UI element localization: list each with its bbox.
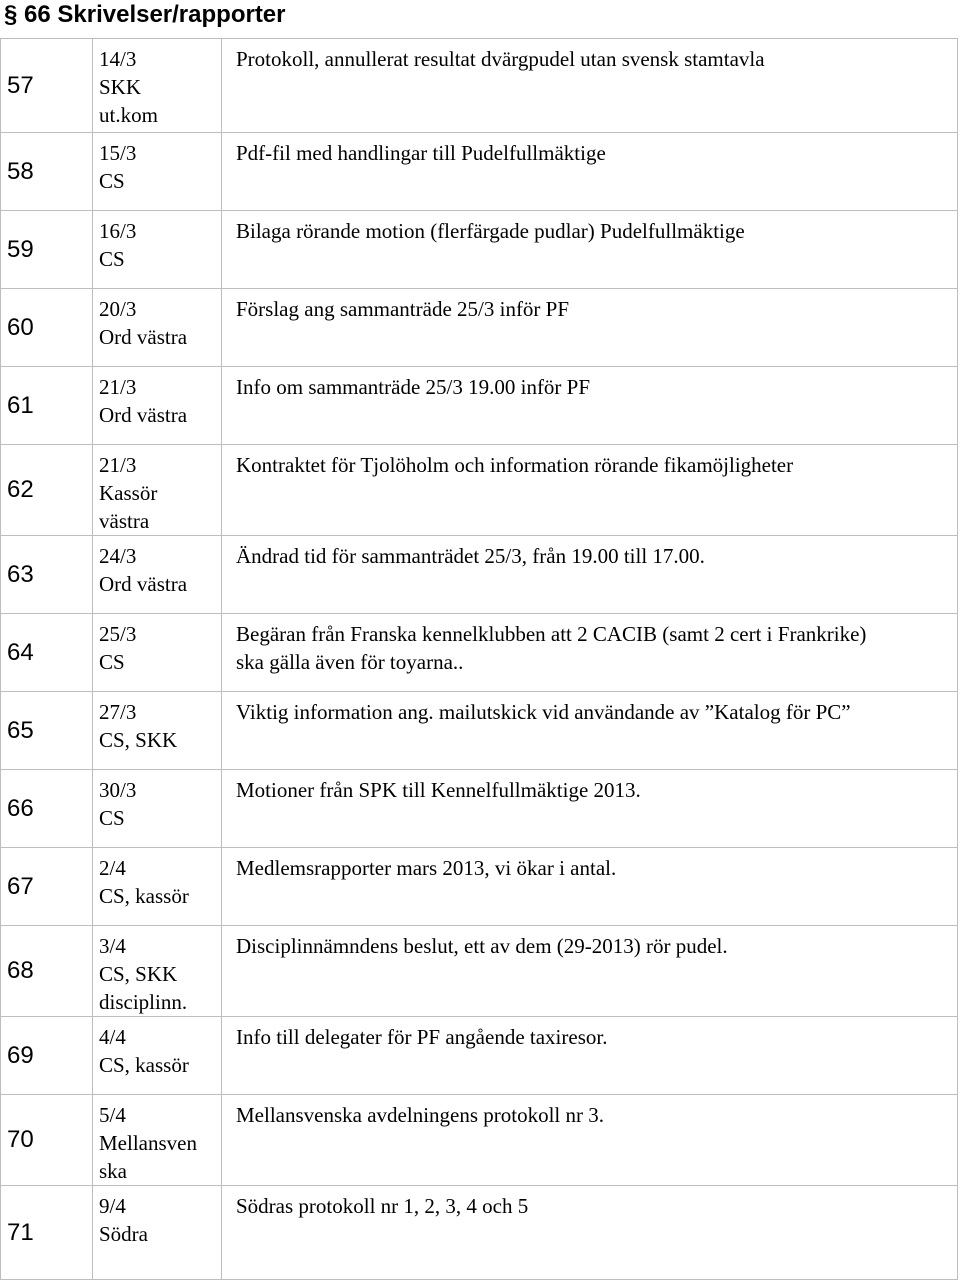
date-sender-line: CS, kassör xyxy=(99,884,189,908)
table-row xyxy=(1,211,958,289)
table-row xyxy=(1,1186,958,1280)
table-row xyxy=(1,614,958,692)
date-sender-line: 5/4 xyxy=(99,1103,126,1127)
table-row xyxy=(1,445,958,536)
entry-date-sender xyxy=(93,1186,222,1280)
date-sender-line: CS xyxy=(99,806,125,830)
date-sender-line: 30/3 xyxy=(99,778,137,802)
table-row xyxy=(1,367,958,445)
date-sender-line: SKK xyxy=(99,75,142,99)
date-sender-line: 9/4 xyxy=(99,1194,126,1218)
date-sender-line: Ord västra xyxy=(99,572,188,596)
description-line: Info om sammanträde 25/3 19.00 inför PF xyxy=(236,375,591,399)
date-sender-line: Mellansven xyxy=(99,1131,197,1155)
table-row xyxy=(1,692,958,770)
entry-description xyxy=(222,133,958,211)
entry-description xyxy=(222,445,958,536)
date-sender-line: Ord västra xyxy=(99,325,188,349)
entry-number: 66 xyxy=(1,770,93,848)
entry-date-sender xyxy=(93,289,222,367)
date-sender-line: ska xyxy=(99,1159,127,1183)
description-line: Disciplinnämndens beslut, ett av dem (29-2013) rör pudel. xyxy=(236,934,728,958)
entry-date-sender xyxy=(93,211,222,289)
entry-description xyxy=(222,536,958,614)
description-line: Södras protokoll nr 1, 2, 3, 4 och 5 xyxy=(236,1194,529,1218)
entry-description xyxy=(222,1186,958,1280)
date-sender-line: 21/3 xyxy=(99,453,137,477)
entry-number: 62 xyxy=(1,445,93,536)
section-heading: § 66 Skrivelser/rapporter xyxy=(4,1,286,28)
entry-description xyxy=(222,614,958,692)
description-line: Motioner från SPK till Kennelfullmäktige 2013. xyxy=(236,778,641,802)
entry-date-sender xyxy=(93,367,222,445)
date-sender-line: 24/3 xyxy=(99,544,137,568)
entry-number: 71 xyxy=(1,1186,93,1280)
entry-description xyxy=(222,1017,958,1095)
entry-date-sender xyxy=(93,39,222,133)
entry-date-sender xyxy=(93,1017,222,1095)
entry-description xyxy=(222,1095,958,1186)
entry-number: 59 xyxy=(1,211,93,289)
correspondence-table xyxy=(0,38,958,1280)
date-sender-line: disciplinn. xyxy=(99,990,188,1014)
date-sender-line: västra xyxy=(99,509,150,533)
description-line: Förslag ang sammanträde 25/3 inför PF xyxy=(236,297,570,321)
entry-number: 69 xyxy=(1,1017,93,1095)
table-row xyxy=(1,848,958,926)
entry-date-sender xyxy=(93,133,222,211)
entry-number: 57 xyxy=(1,39,93,133)
table-row xyxy=(1,133,958,211)
entry-number: 70 xyxy=(1,1095,93,1186)
date-sender-line: 20/3 xyxy=(99,297,137,321)
entry-description xyxy=(222,848,958,926)
table-row xyxy=(1,1095,958,1186)
entry-number: 67 xyxy=(1,848,93,926)
date-sender-line: 27/3 xyxy=(99,700,137,724)
date-sender-line: 14/3 xyxy=(99,47,137,71)
description-line: Info till delegater för PF angående taxiresor. xyxy=(236,1025,608,1049)
date-sender-line: 4/4 xyxy=(99,1025,126,1049)
date-sender-line: 15/3 xyxy=(99,141,137,165)
date-sender-line: CS xyxy=(99,247,125,271)
date-sender-line: 21/3 xyxy=(99,375,137,399)
table-row xyxy=(1,39,958,133)
date-sender-line: 2/4 xyxy=(99,856,126,880)
description-line: Bilaga rörande motion (flerfärgade pudlar) Pudelfullmäktige xyxy=(236,219,745,243)
entry-number: 61 xyxy=(1,367,93,445)
entry-date-sender xyxy=(93,536,222,614)
date-sender-line: 25/3 xyxy=(99,622,137,646)
entry-date-sender xyxy=(93,770,222,848)
entry-number: 63 xyxy=(1,536,93,614)
entry-date-sender xyxy=(93,848,222,926)
date-sender-line: 3/4 xyxy=(99,934,126,958)
date-sender-line: 16/3 xyxy=(99,219,137,243)
date-sender-line: CS, SKK xyxy=(99,728,178,752)
entry-description xyxy=(222,926,958,1017)
description-line: ska gälla även för toyarna.. xyxy=(236,650,464,674)
date-sender-line: Kassör xyxy=(99,481,158,505)
description-line: Ändrad tid för sammanträdet 25/3, från 19.00 till 17.00. xyxy=(236,544,705,568)
date-sender-line: CS xyxy=(99,650,125,674)
table-row xyxy=(1,289,958,367)
entry-date-sender xyxy=(93,692,222,770)
date-sender-line: CS, kassör xyxy=(99,1053,189,1077)
table-row xyxy=(1,770,958,848)
date-sender-line: Södra xyxy=(99,1222,148,1246)
description-line: Viktig information ang. mailutskick vid användande av ”Katalog för PC” xyxy=(236,700,851,724)
date-sender-line: CS xyxy=(99,169,125,193)
description-line: Begäran från Franska kennelklubben att 2 CACIB (samt 2 cert i Frankrike) xyxy=(236,622,867,646)
description-line: Medlemsrapporter mars 2013, vi ökar i antal. xyxy=(236,856,617,880)
entry-number: 68 xyxy=(1,926,93,1017)
description-line: Pdf-fil med handlingar till Pudelfullmäktige xyxy=(236,141,606,165)
entry-date-sender xyxy=(93,1095,222,1186)
description-line: Protokoll, annullerat resultat dvärgpudel utan svensk stamtavla xyxy=(236,47,765,71)
entry-description xyxy=(222,692,958,770)
table-row xyxy=(1,1017,958,1095)
entry-date-sender xyxy=(93,926,222,1017)
entry-date-sender xyxy=(93,445,222,536)
description-line: Kontraktet för Tjolöholm och information rörande fikamöjligheter xyxy=(236,453,794,477)
date-sender-line: CS, SKK xyxy=(99,962,178,986)
description-line: Mellansvenska avdelningens protokoll nr 3. xyxy=(236,1103,605,1127)
entry-description xyxy=(222,39,958,133)
table-row xyxy=(1,536,958,614)
entry-number: 65 xyxy=(1,692,93,770)
entry-description xyxy=(222,367,958,445)
date-sender-line: ut.kom xyxy=(99,103,158,127)
entry-number: 60 xyxy=(1,289,93,367)
entry-date-sender xyxy=(93,614,222,692)
entry-description xyxy=(222,770,958,848)
entry-description xyxy=(222,211,958,289)
date-sender-line: Ord västra xyxy=(99,403,188,427)
table-row xyxy=(1,926,958,1017)
entry-number: 58 xyxy=(1,133,93,211)
entry-description xyxy=(222,289,958,367)
entry-number: 64 xyxy=(1,614,93,692)
